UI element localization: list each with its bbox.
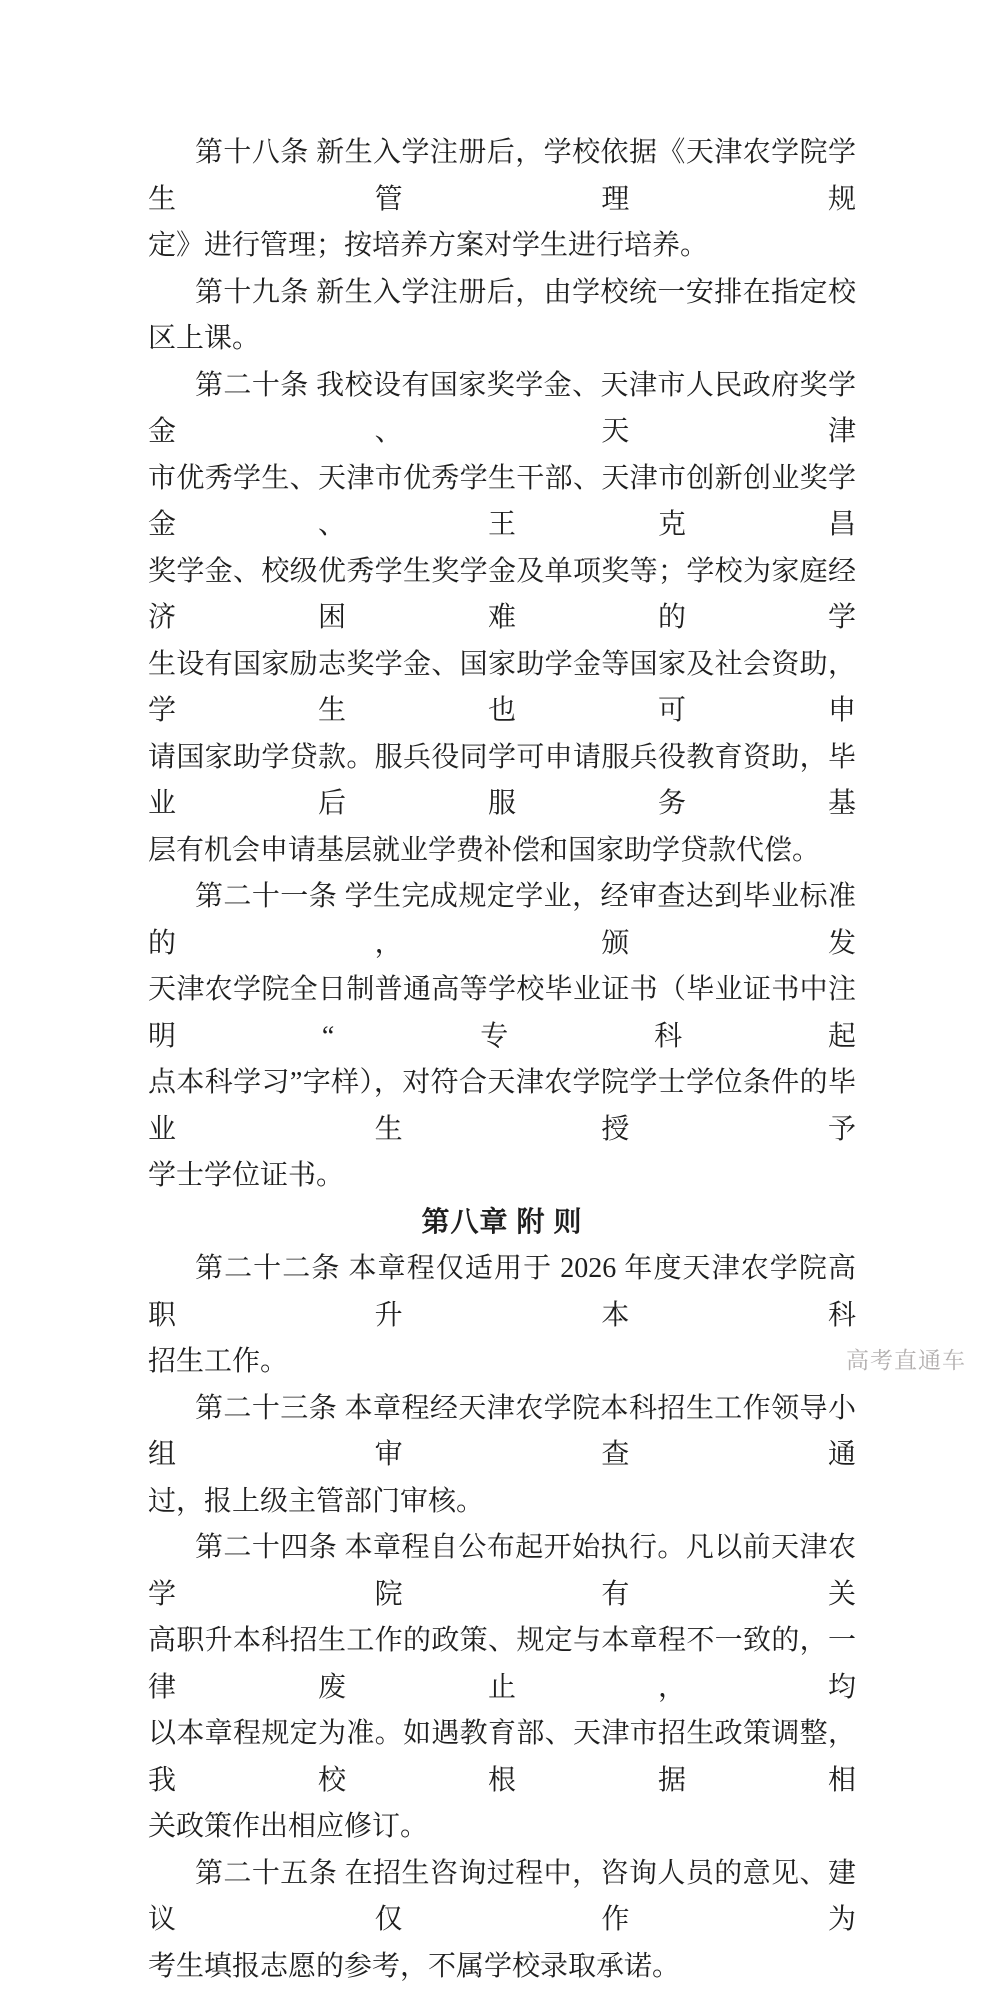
paragraph-2-line-1: 第十九条 新生入学注册后，由学校统一安排在指定校区上课。	[148, 270, 856, 363]
paragraph-8-line-1: 第二十四条 本章程自公布起开始执行。凡以前天津农学院有关	[148, 1525, 856, 1618]
paragraph-3-line-4: 生设有国家励志奖学金、国家助学金等国家及社会资助，学生也可申	[148, 642, 856, 735]
paragraph-9-line-1: 第二十五条 在招生咨询过程中，咨询人员的意见、建议仅作为	[148, 1851, 856, 1944]
paragraph-8-line-3: 以本章程规定为准。如遇教育部、天津市招生政策调整，我校根据相	[148, 1711, 856, 1804]
paragraph-7-line-1: 第二十三条 本章程经天津农学院本科招生工作领导小组审查通	[148, 1386, 856, 1479]
paragraph-4-line-1: 第二十一条 学生完成规定学业，经审查达到毕业标准的，颁发	[148, 874, 856, 967]
document-body	[148, 130, 856, 1990]
paragraph-8-line-4: 关政策作出相应修订。	[148, 1804, 856, 1851]
paragraph-1-line-1: 第十八条 新生入学注册后，学校依据《天津农学院学生管理规	[148, 130, 856, 223]
paragraph-1-line-2: 定》进行管理；按培养方案对学生进行培养。	[148, 223, 856, 270]
paragraph-8-line-2: 高职升本科招生工作的政策、规定与本章程不一致的，一律废止，均	[148, 1618, 856, 1711]
paragraph-4-line-4: 学士学位证书。	[148, 1153, 856, 1200]
chapter-heading: 第八章 附 则	[148, 1200, 856, 1247]
paragraph-6-line-1: 第二十二条 本章程仅适用于 2026 年度天津农学院高职升本科	[148, 1246, 856, 1339]
paragraph-3-line-6: 层有机会申请基层就业学费补偿和国家助学贷款代偿。	[148, 828, 856, 875]
paragraph-3-line-1: 第二十条 我校设有国家奖学金、天津市人民政府奖学金、天津	[148, 363, 856, 456]
paragraph-3-line-2: 市优秀学生、天津市优秀学生干部、天津市创新创业奖学金、王克昌	[148, 456, 856, 549]
paragraph-3-line-3: 奖学金、校级优秀学生奖学金及单项奖等；学校为家庭经济困难的学	[148, 549, 856, 642]
watermark: 高考直通车	[846, 1342, 966, 1375]
paragraph-6-line-2: 招生工作。	[148, 1339, 856, 1386]
paragraph-9-line-2: 考生填报志愿的参考，不属学校录取承诺。	[148, 1944, 856, 1990]
paragraph-7-line-2: 过，报上级主管部门审核。	[148, 1479, 856, 1526]
paragraph-3-line-5: 请国家助学贷款。服兵役同学可申请服兵役教育资助，毕业后服务基	[148, 735, 856, 828]
paragraph-4-line-2: 天津农学院全日制普通高等学校毕业证书（毕业证书中注明“专科起	[148, 967, 856, 1060]
paragraph-4-line-3: 点本科学习”字样），对符合天津农学院学士学位条件的毕业生授予	[148, 1060, 856, 1153]
